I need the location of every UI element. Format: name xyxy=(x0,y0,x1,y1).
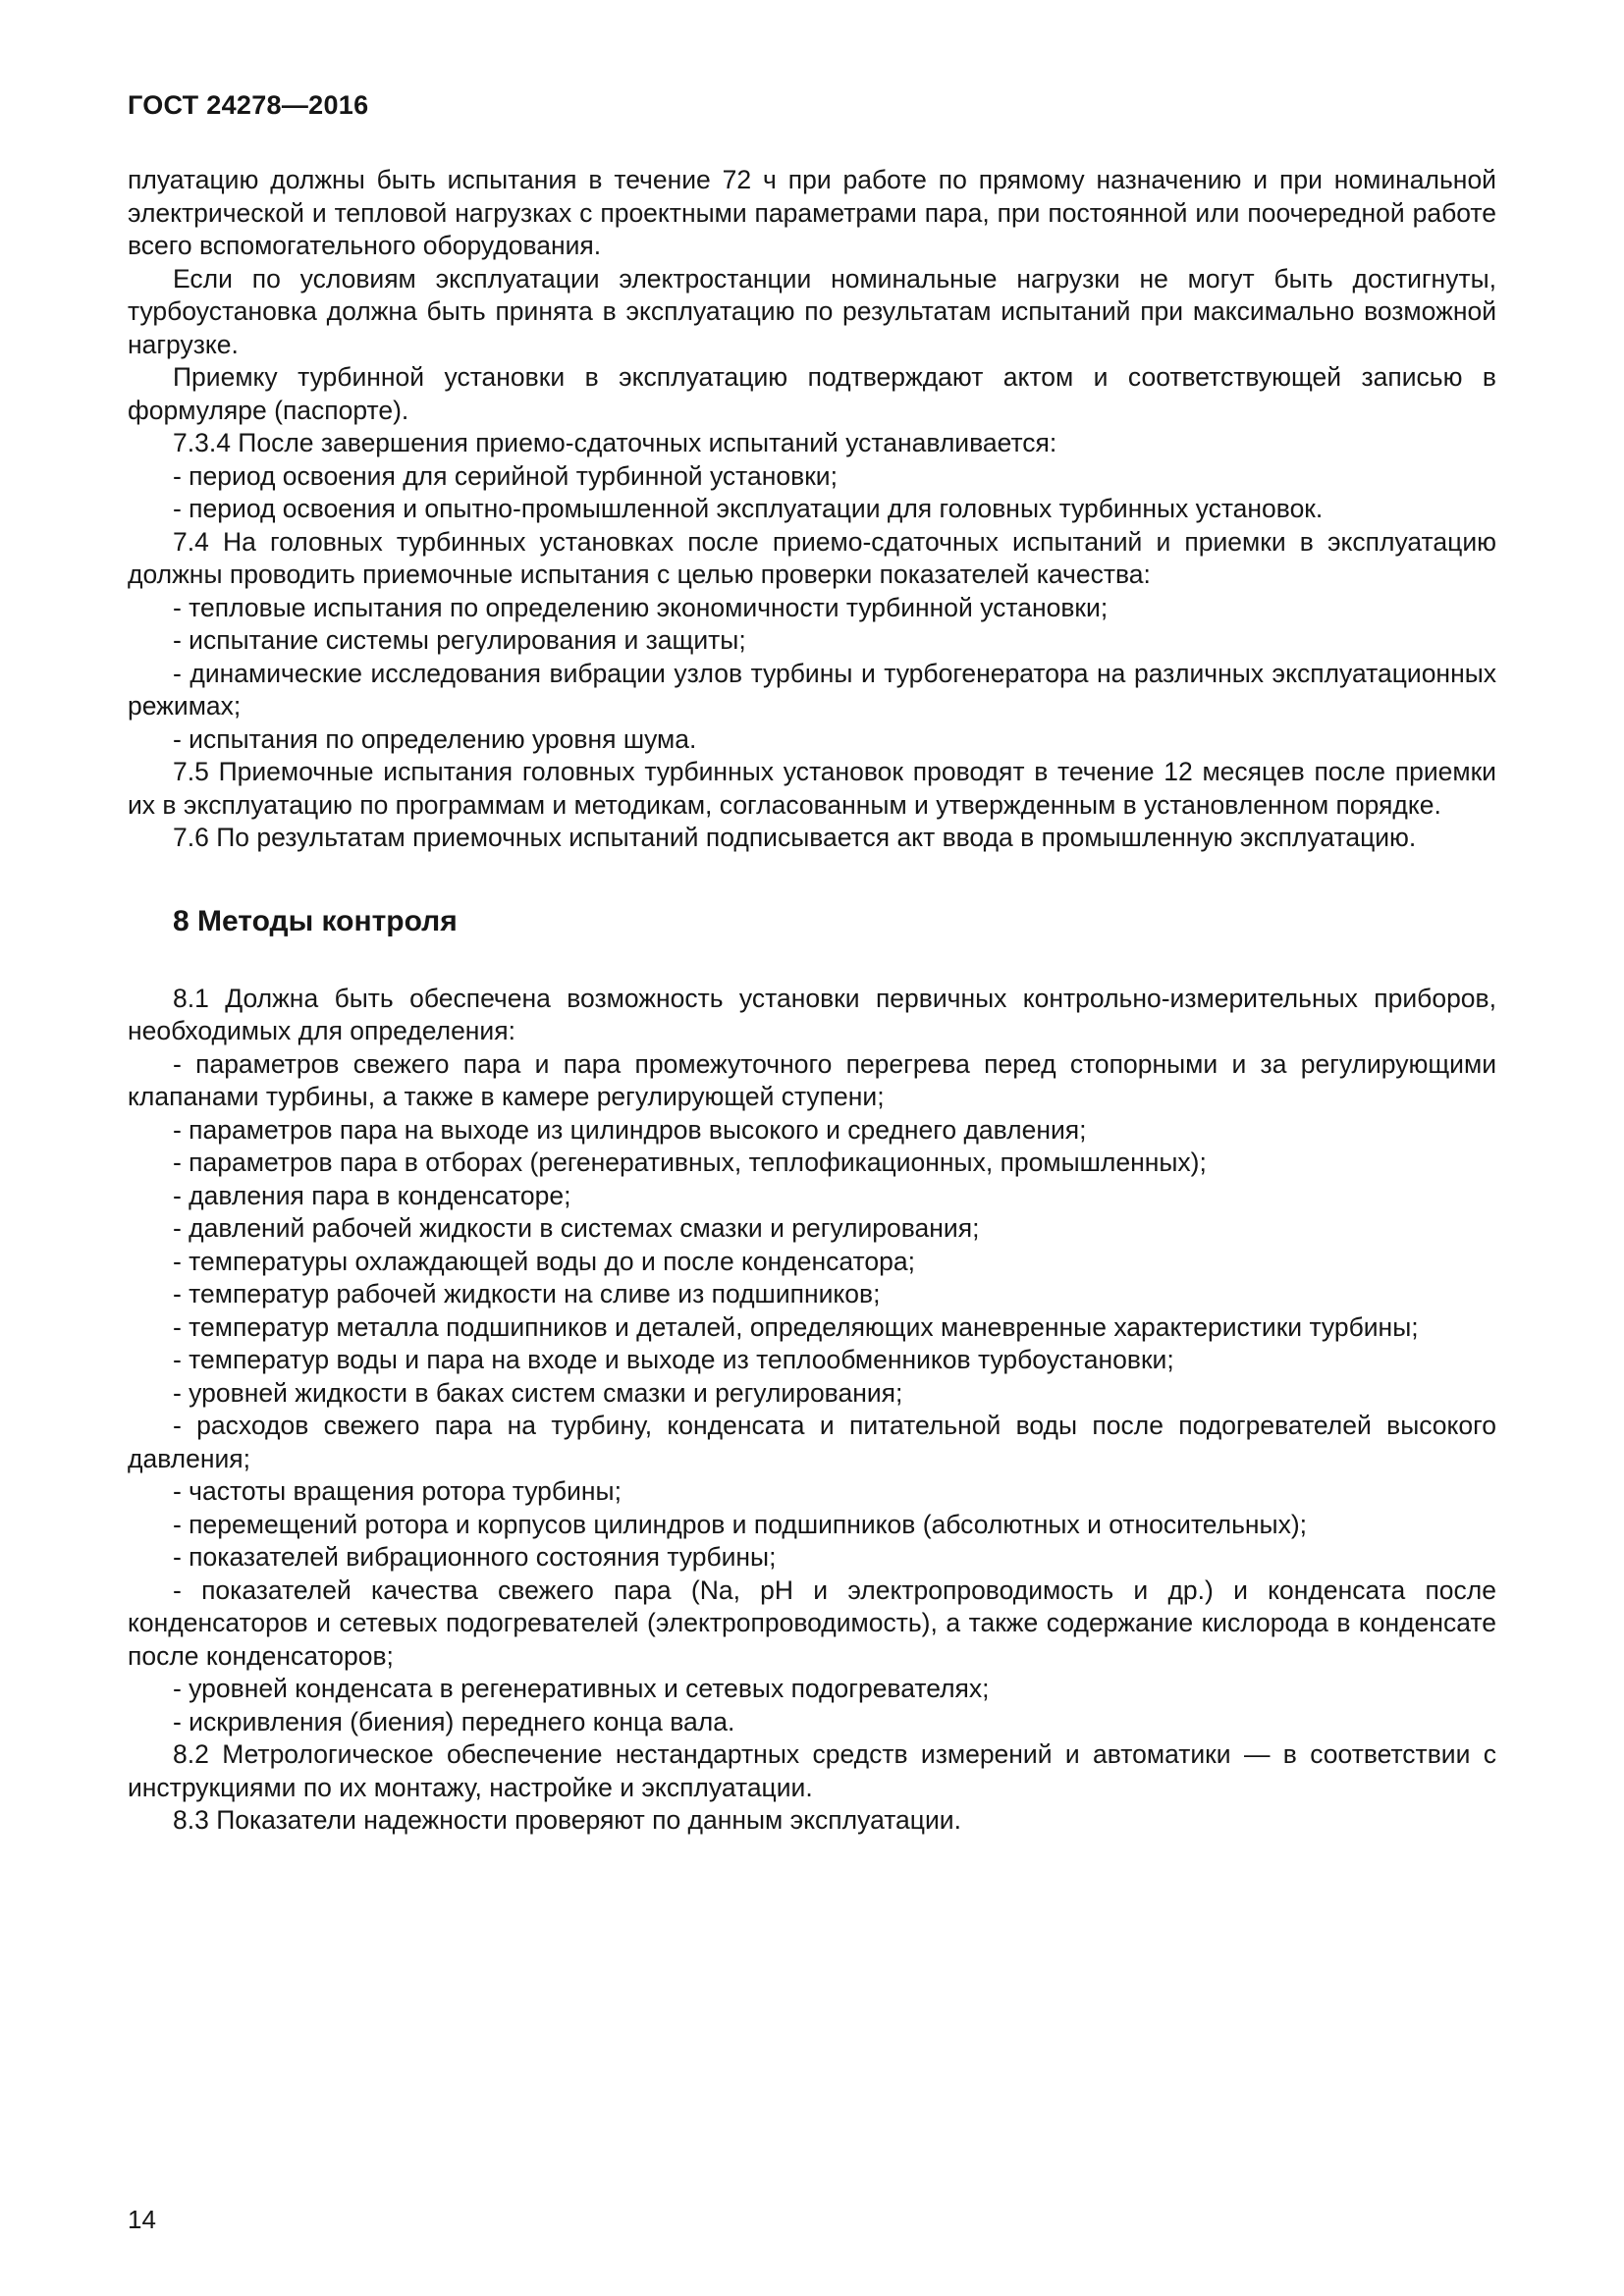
list-item: - температуры охлаждающей воды до и после конденсатора; xyxy=(173,1246,915,1276)
list-item: - испытание системы регулирования и защиты; xyxy=(173,625,746,655)
list-item: - показателей качества свежего пара (Na, pH и электропроводимость и др.) и конденсата после конденсаторов и сетевых подогревателей (электропроводимость), а также содержание кислорода в конденсате после конденсаторов; xyxy=(128,1575,1496,1671)
list-item: - температур воды и пара на входе и выходе из теплообменников турбоустановки; xyxy=(173,1345,1174,1374)
list-item: - период освоения для серийной турбинной установки; xyxy=(173,460,838,491)
paragraph: 7.5 Приемочные испытания головных турбинных установок проводят в течение 12 месяцев после приемки их в эксплуатацию по программам и методикам, согласованным и утвержденным в установленном порядке. xyxy=(128,757,1496,820)
paragraph: плуатацию должны быть испытания в течение 72 ч при работе по прямому назначению и при номинальной электрической и тепловой нагрузках с проектными параметрами пара, при постоянной или поочередной работе всего вспомогательного оборудования. xyxy=(128,165,1496,260)
paragraph: Приемку турбинной установки в эксплуатацию подтверждают актом и соответствующей записью в формуляре (паспорте). xyxy=(128,362,1496,425)
paragraph: 7.3.4 После завершения приемо-сдаточных испытаний устанавливается: xyxy=(173,428,1057,457)
list-item: - давления пара в конденсаторе; xyxy=(173,1180,571,1210)
list-item: - период освоения и опытно-промышленной эксплуатации для головных турбинных установок. xyxy=(173,494,1324,523)
document-header-standard-number: ГОСТ 24278—2016 xyxy=(128,90,369,120)
list-item: - испытания по определению уровня шума. xyxy=(173,723,697,754)
paragraph: 8.1 Должна быть обеспечена возможность установки первичных контрольно-измерительных приборов, необходимых для определения: xyxy=(128,983,1496,1045)
list-item: - перемещений ротора и корпусов цилиндров и подшипников (абсолютных и относительных); xyxy=(173,1509,1308,1539)
paragraph: 7.4 На головных турбинных установках после приемо-сдаточных испытаний и приемки в эксплуатацию должны проводить приемочные испытания с целью проверки показателей качества: xyxy=(128,526,1496,589)
page-number: 14 xyxy=(128,2205,156,2234)
document-body xyxy=(128,164,1496,1838)
list-item: - давлений рабочей жидкости в системах смазки и регулирования; xyxy=(173,1213,980,1243)
paragraph: Если по условиям эксплуатации электростанции номинальные нагрузки не могут быть достигнуты, турбоустановка должна быть принята в эксплуатацию по результатам испытаний при максимально возможной нагрузке. xyxy=(128,263,1496,359)
list-item: - температур металла подшипников и деталей, определяющих маневренные характеристики турбины; xyxy=(173,1311,1419,1342)
list-item: - динамические исследования вибрации узлов турбины и турбогенератора на различных эксплуатационных режимах; xyxy=(128,658,1496,721)
section-heading: 8 Методы контроля xyxy=(173,904,458,937)
paragraph: 8.3 Показатели надежности проверяют по данным эксплуатации. xyxy=(173,1805,961,1835)
list-item: - параметров пара в отборах (регенеративных, теплофикационных, промышленных); xyxy=(173,1148,1207,1177)
list-item: - уровней жидкости в баках систем смазки и регулирования; xyxy=(173,1377,903,1408)
list-item: - расходов свежего пара на турбину, конденсата и питательной воды после подогревателей высокого давления; xyxy=(128,1411,1496,1473)
list-item: - параметров пара на выходе из цилиндров высокого и среднего давления; xyxy=(173,1114,1087,1145)
paragraph: 8.2 Метрологическое обеспечение нестандартных средств измерений и автоматики — в соответствии с инструкциями по их монтажу, настройке и эксплуатации. xyxy=(128,1739,1496,1802)
list-item: - искривления (биения) переднего конца вала. xyxy=(173,1706,735,1736)
list-item: - частоты вращения ротора турбины; xyxy=(173,1476,622,1506)
list-item: - уровней конденсата в регенеративных и сетевых подогревателях; xyxy=(173,1674,990,1703)
list-item: - показателей вибрационного состояния турбины; xyxy=(173,1542,777,1572)
list-item: - тепловые испытания по определению экономичности турбинной установки; xyxy=(173,592,1109,622)
list-item: - температур рабочей жидкости на сливе из подшипников; xyxy=(173,1279,881,1308)
list-item: - параметров свежего пара и пара промежуточного перегрева перед стопорными и за регулирующими клапанами турбины, а также в камере регулирующей ступени; xyxy=(128,1048,1496,1111)
paragraph: 7.6 По результатам приемочных испытаний подписывается акт ввода в промышленную эксплуатацию. xyxy=(173,823,1417,852)
